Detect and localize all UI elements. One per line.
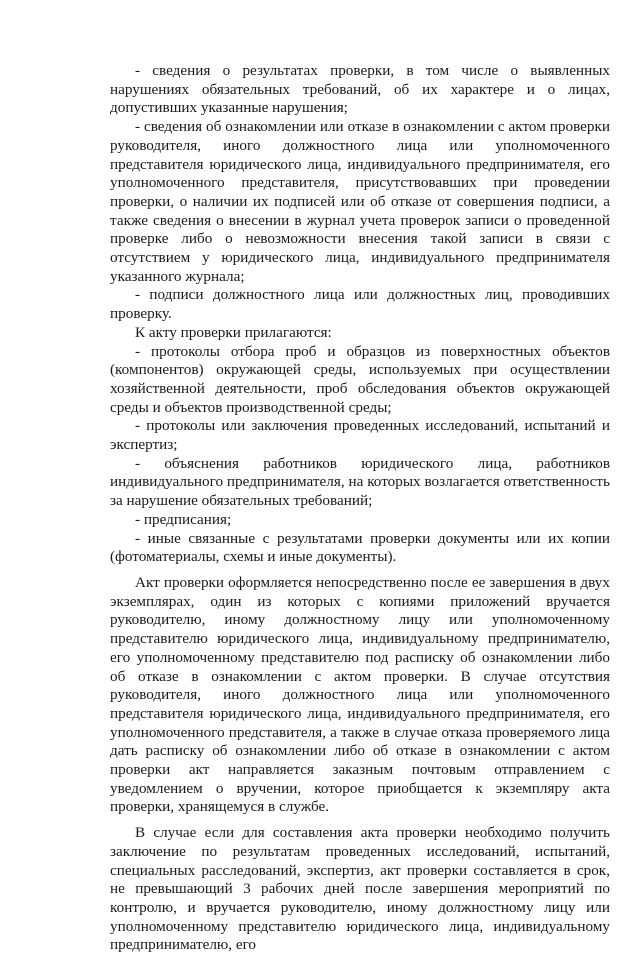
paragraph-signatures: - подписи должностного лица или должностных лиц, проводивших проверку. xyxy=(110,286,610,323)
paragraph-other-documents: - иные связанные с результатами проверки документы или их копии (фотоматериалы, схемы и иные документы). xyxy=(110,529,610,566)
paragraph-inspection-results: - сведения о результатах проверки, в том числе о выявленных нарушениях обязательных требований, об их характере и о лицах, допустивших указанные нарушения; xyxy=(110,62,610,117)
paragraph-sampling-protocols: - протоколы отбора проб и образцов из поверхностных объектов (компонентов) окружающей среды, используемых при осуществлении хозяйственной деятельности, проб обследования объектов окружающей среды и объектов производственной среды; xyxy=(110,342,610,416)
paragraph-orders: - предписания; xyxy=(135,510,232,528)
paragraph-explanations: - объяснения работников юридического лица, работников индивидуального предпринимателя, на которых возлагается ответственность за нарушение обязательных требований; xyxy=(110,454,610,510)
paragraph-attachments-heading: К акту проверки прилагаются: xyxy=(135,323,332,341)
paragraph-act-drawing-up: Акт проверки оформляется непосредственно после ее завершения в двух экземплярах, один из которых с копиями приложений вручается руководителю, иному должностному лицу или уполномоченному представителю юридического лица, индивидуальному предпринимателю, его уполномоченному представителю под расписку об ознакомлении либо об отказе в ознакомлении с актом проверки. В случае отсутствия руководителя, иного должностного лица или уполномоченного представителя юридического лица, индивидуального предпринимателя, его уполномоченного представителя, а также в случае отказа проверяемого лица дать расписку об ознакомлении либо об отказе в ознакомлении с актом проверки акт направляется заказным почтовым отправлением с уведомлением о вручении, которое приобщается к экземпляру акта проверки, хранящемуся в службе. xyxy=(110,573,610,816)
paragraph-expert-conclusion: В случае если для составления акта проверки необходимо получить заключение по результатам проведенных исследований, испытаний, специальных расследований, экспертиз, акт проверки составляется в срок, не превышающий 3 рабочих дней после завершения мероприятий по контролю, и вручается руководителю, иному должностному лицу или уполномоченному представителю юридического лица, индивидуальному предпринимателю, его xyxy=(110,824,610,954)
paragraph-test-protocols: - протоколы или заключения проведенных исследований, испытаний и экспертиз; xyxy=(110,417,610,454)
document-body xyxy=(110,62,610,955)
paragraph-acquaintance-info: - сведения об ознакомлении или отказе в ознакомлении с актом проверки руководителя, иного должностного лица или уполномоченного представителя юридического лица, индивидуального предпринимателя, его уполномоченного представителя, присутствовавших при проведении проверки, о наличии их подписей или об отказе от совершения подписи, а также сведения о внесении в журнал учета проверок записи о проведенной проверке либо о невозможности внесения такой записи в связи с отсутствием у юридического лица, индивидуального предпринимателя указанного журнала; xyxy=(110,118,610,285)
